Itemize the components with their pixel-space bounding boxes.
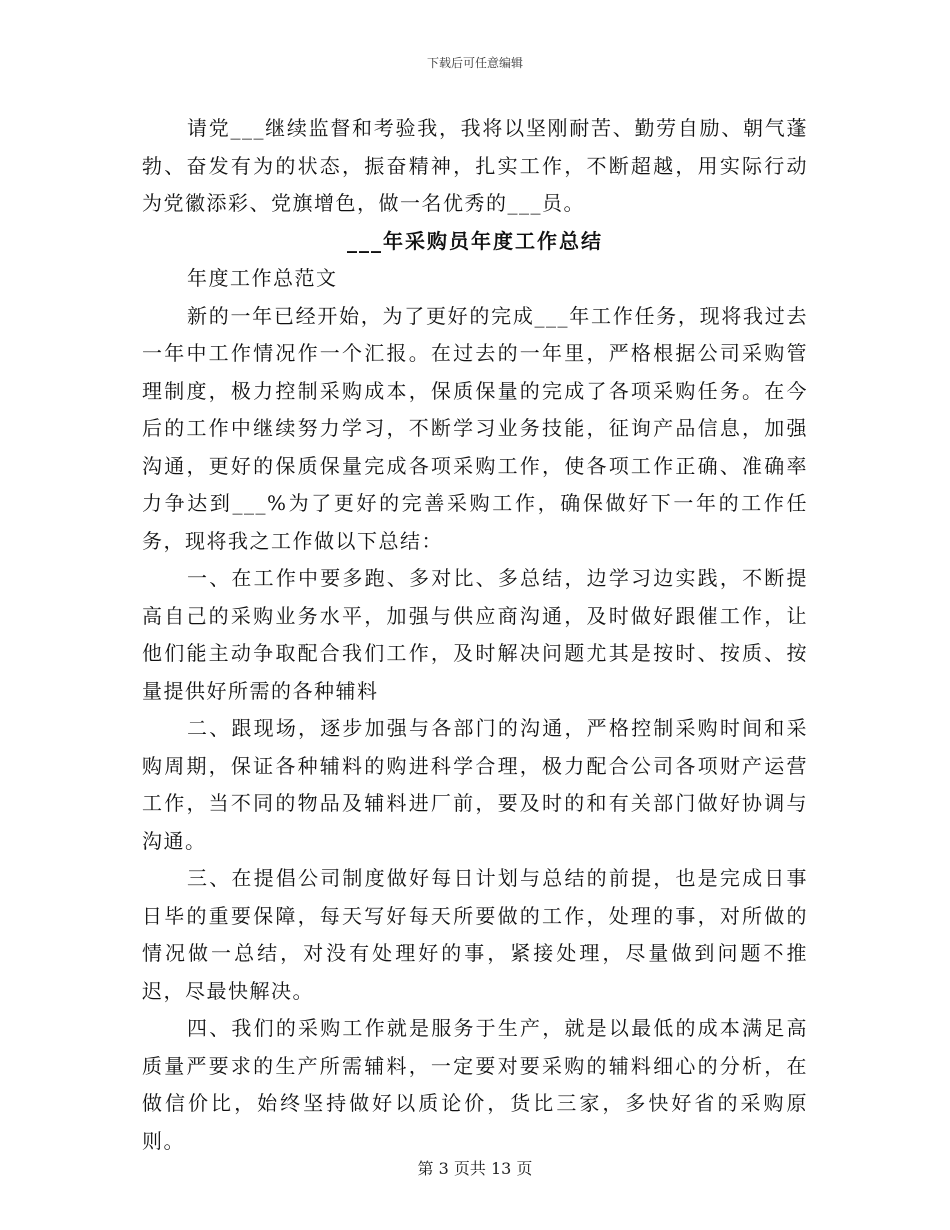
paragraph-intro: 新的一年已经开始，为了更好的完成___年工作任务，现将我过去一年中工作情况作一个汇报。在过去的一年里，严格根据公司采购管理制度，极力控制采购成本，保质保量的完成了各项采购任务。在今后的工作中继续努力学习，不断学习业务技能，征询产品信息，加强沟通，更好的保质保量完成各项采购工作，使各项工作正确、准确率力争达到___%为了更好的完善采购工作，确保做好下一年的工作任务，现将我之工作做以下总结： xyxy=(142,303,808,553)
paragraph-point-2: 二、跟现场，逐步加强与各部门的沟通，严格控制采购时间和采购周期，保证各种辅料的购进科学合理，极力配合公司各项财产运营工作，当不同的物品及辅料进厂前，要及时的和有关部门做好协调与沟通。 xyxy=(142,716,808,853)
document-body xyxy=(142,110,808,1160)
paragraph-pledge: 请党___继续监督和考验我，我将以坚刚耐苦、勤劳自励、朝气蓬勃、奋发有为的状态，振奋精神，扎实工作，不断超越，用实际行动为党徽添彩、党旗增色，做一名优秀的___员。 xyxy=(142,116,808,215)
section-subtitle: 年度工作总范文 xyxy=(187,266,338,290)
page-header: 下载后可任意编辑 xyxy=(426,56,523,70)
section-title: ___年采购员年度工作总结 xyxy=(347,228,603,253)
paragraph-point-4: 四、我们的采购工作就是服务于生产，就是以最低的成本满足高质量严要求的生产所需辅料，一定要对要采购的辅料细心的分析，在做信价比，始终坚持做好以质论价，货比三家，多快好省的采购原则。 xyxy=(142,1016,808,1153)
page-footer: 第 3 页共 13 页 xyxy=(417,1159,533,1178)
paragraph-point-1: 一、在工作中要多跑、多对比、多总结，边学习边实践，不断提高自己的采购业务水平，加强与供应商沟通，及时做好跟催工作，让他们能主动争取配合我们工作，及时解决问题尤其是按时、按质、按量提供好所需的各种辅料 xyxy=(142,566,808,703)
paragraph-point-3: 三、在提倡公司制度做好每日计划与总结的前提，也是完成日事日毕的重要保障，每天写好每天所要做的工作，处理的事，对所做的情况做一总结，对没有处理好的事，紧接处理，尽量做到问题不推迟，尽最快解决。 xyxy=(142,866,808,1003)
